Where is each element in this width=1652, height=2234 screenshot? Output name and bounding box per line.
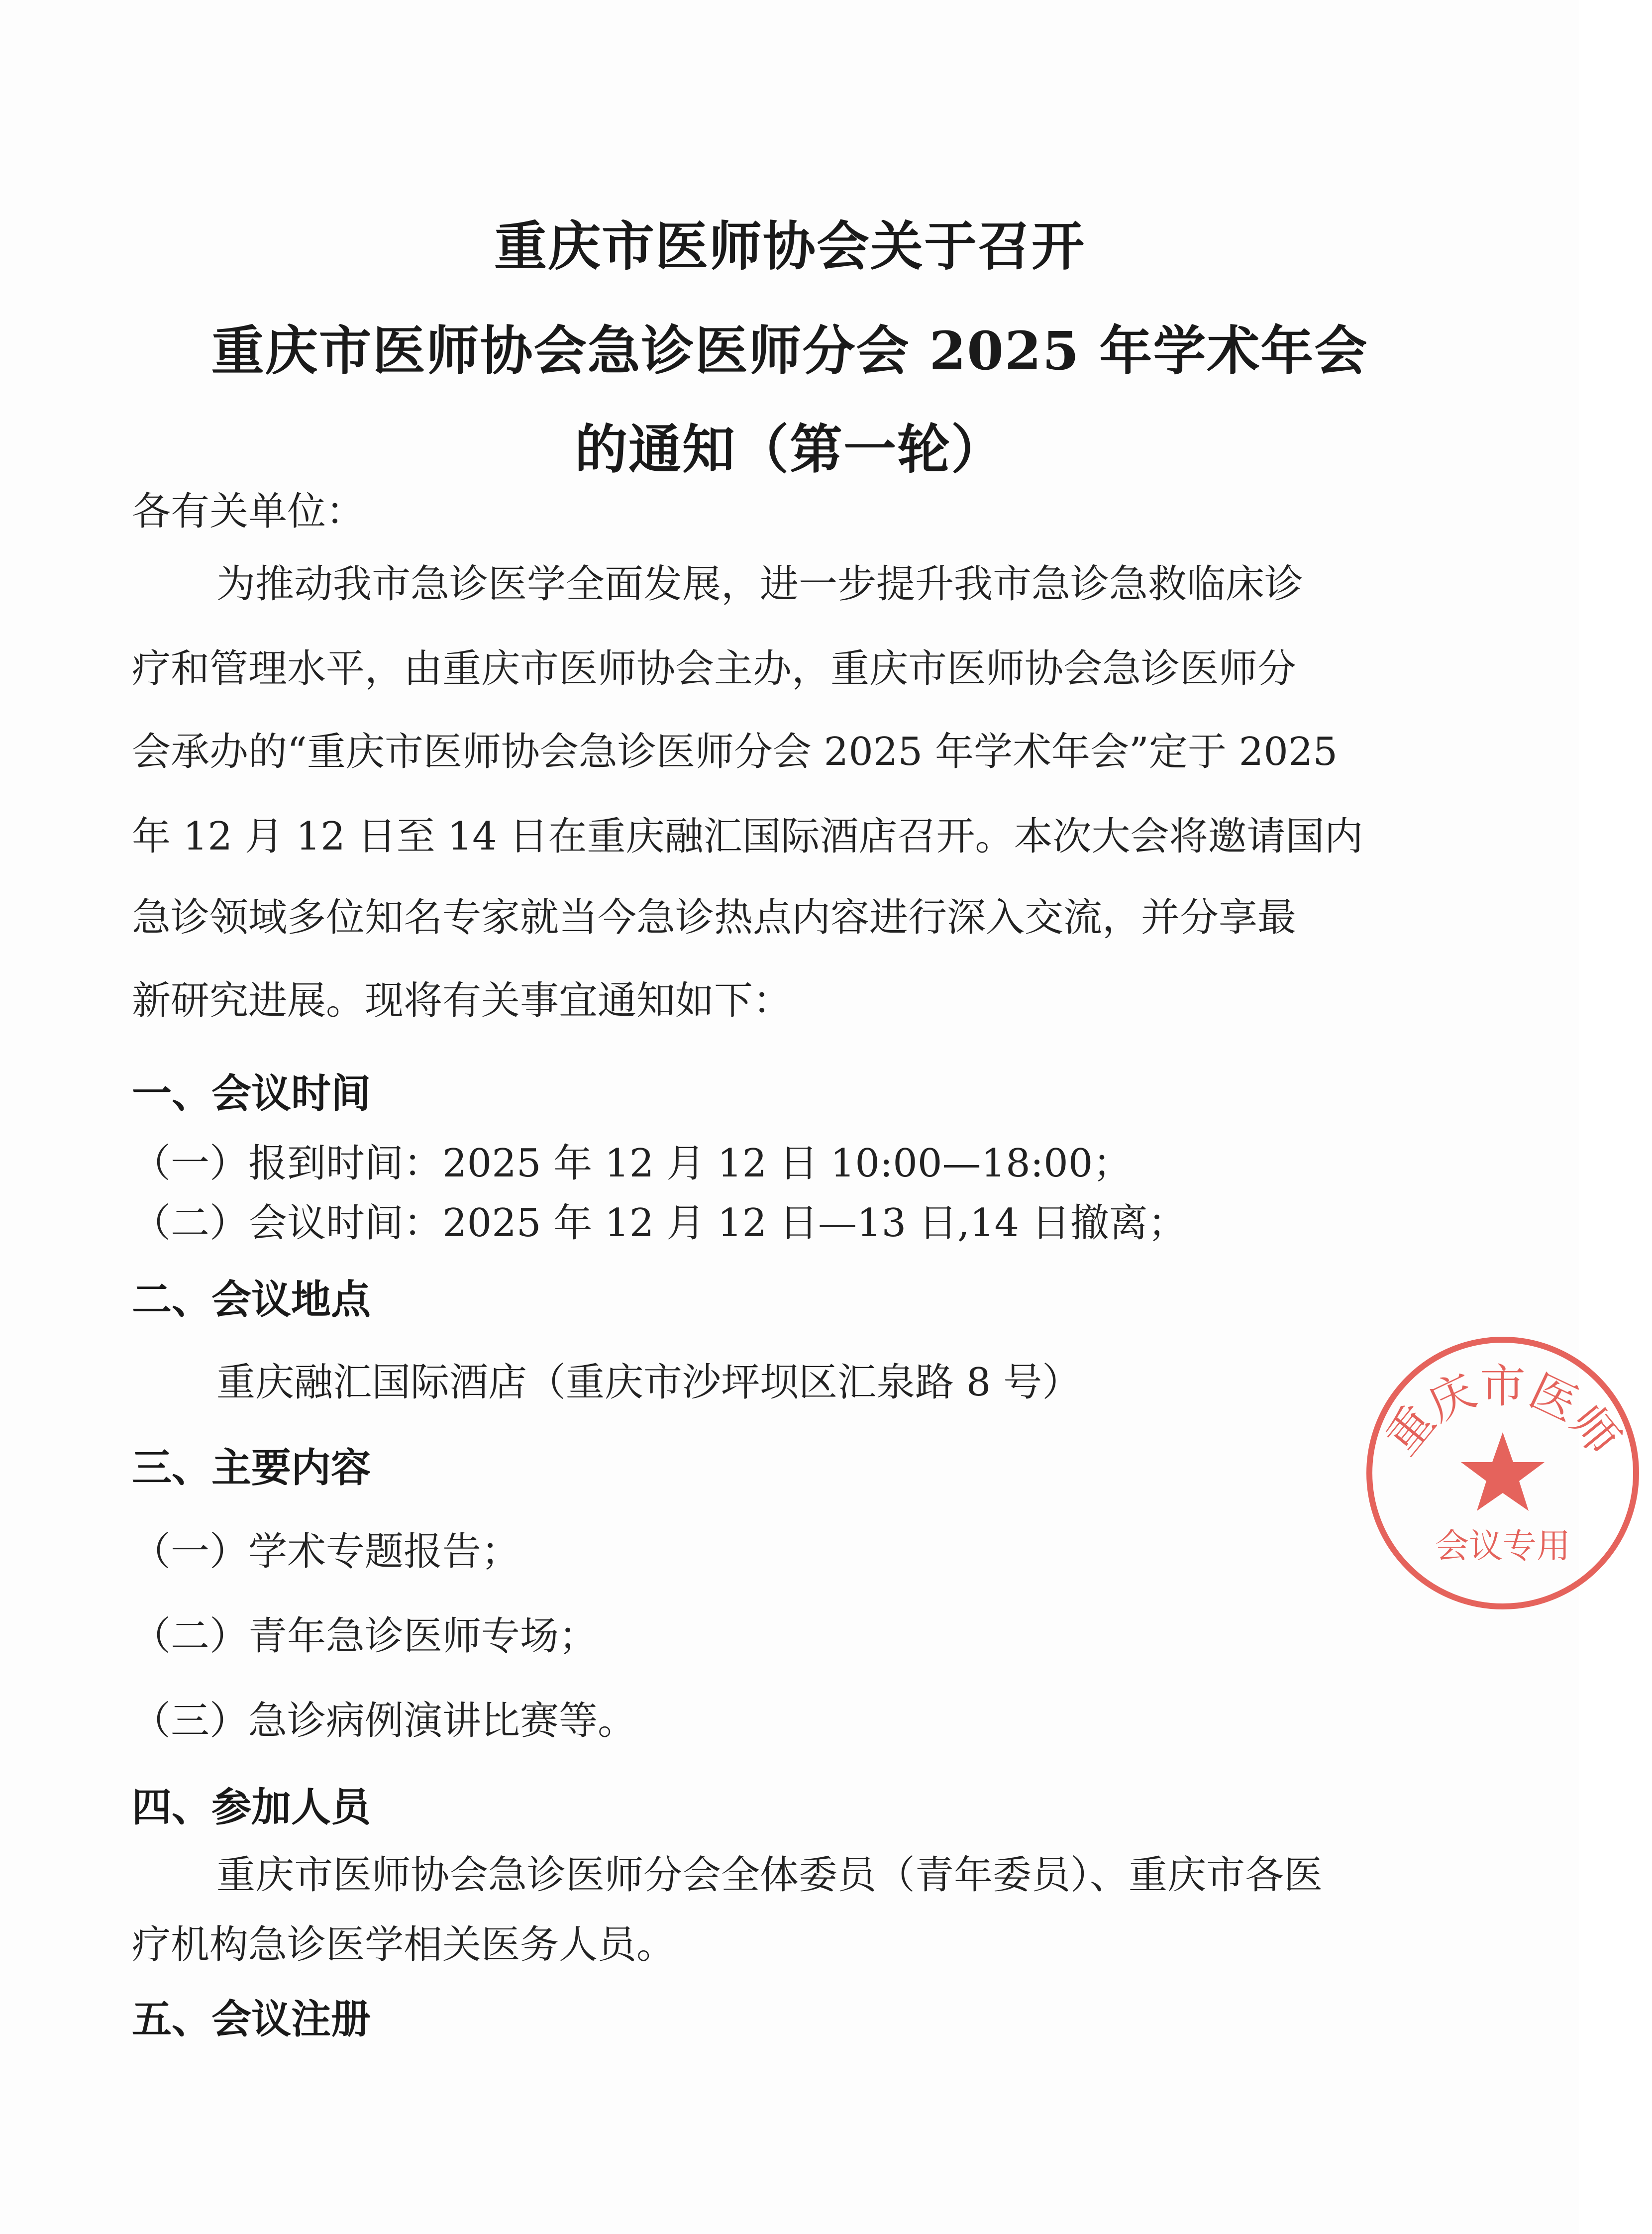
intro-line: 急诊领域多位知名专家就当今急诊热点内容进行深入交流，并分享最 bbox=[132, 895, 1297, 940]
section-item: （一）报到时间：2025 年 12 月 12 日 10:00—18:00； bbox=[132, 1141, 1132, 1186]
section-heading: 二、会议地点 bbox=[132, 1277, 371, 1323]
intro-line: 新研究进展。现将有关事宜通知如下： bbox=[132, 978, 792, 1023]
section-item: 疗机构急诊医学相关医务人员。 bbox=[132, 1922, 676, 1967]
seal-arc-text: 重庆市医师 bbox=[1375, 1360, 1630, 1465]
title-line-3: 的通知（第一轮） bbox=[575, 418, 1005, 480]
section-item: （一）学术专题报告； bbox=[132, 1529, 520, 1574]
section-heading: 三、主要内容 bbox=[132, 1445, 371, 1491]
section-item: （三）急诊病例演讲比赛等。 bbox=[132, 1699, 637, 1743]
intro-line: 会承办的“重庆市医师协会急诊医师分会 2025 年学术年会”定于 2025 bbox=[132, 730, 1338, 774]
official-seal-stamp bbox=[1353, 1324, 1652, 1622]
salutation: 各有关单位： bbox=[132, 489, 365, 534]
section-item: （二）青年急诊医师专场； bbox=[132, 1614, 598, 1659]
intro-line: 年 12 月 12 日至 14 日在重庆融汇国际酒店召开。本次大会将邀请国内 bbox=[132, 814, 1363, 859]
section-heading: 一、会议时间 bbox=[132, 1070, 371, 1117]
title-line-1: 重庆市医师协会关于召开 bbox=[494, 215, 1085, 277]
seal-bottom-text: 会议专用 bbox=[1435, 1527, 1571, 1566]
section-heading: 五、会议注册 bbox=[132, 1996, 371, 2042]
star-icon bbox=[1461, 1432, 1545, 1511]
section-item: 重庆融汇国际酒店（重庆市沙坪坝区汇泉路 8 号） bbox=[216, 1360, 1081, 1405]
intro-line: 为推动我市急诊医学全面发展，进一步提升我市急诊急救临床诊 bbox=[216, 562, 1304, 607]
section-item: 重庆市医师协会急诊医师分会全体委员（青年委员）、重庆市各医 bbox=[216, 1853, 1323, 1898]
section-heading: 四、参加人员 bbox=[132, 1784, 371, 1830]
title-line-2: 重庆市医师协会急诊医师分会 2025 年学术年会 bbox=[211, 319, 1368, 382]
section-item: （二）会议时间：2025 年 12 月 12 日—13 日,14 日撤离； bbox=[132, 1201, 1187, 1246]
intro-line: 疗和管理水平，由重庆市医师协会主办，重庆市医师协会急诊医师分 bbox=[132, 646, 1297, 691]
